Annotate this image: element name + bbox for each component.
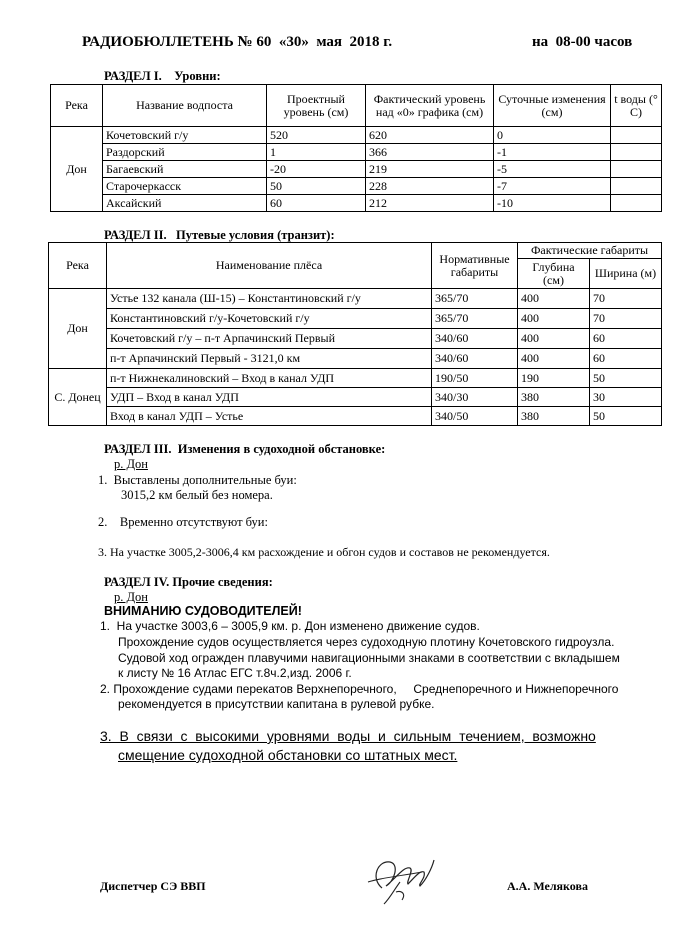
actual-cell: 620 xyxy=(366,127,494,144)
p1-line3: Судовой ход огражден плавучими навигационными знаками в соответствии с вкладышем xyxy=(118,651,620,665)
width-cell: 50 xyxy=(590,369,662,388)
actual-cell: 228 xyxy=(366,178,494,195)
section4-title: РАЗДЕЛ IV. Прочие сведения: xyxy=(104,575,273,589)
change-cell: -10 xyxy=(494,195,611,212)
river-cell: Дон xyxy=(49,289,107,369)
depth-cell: 380 xyxy=(518,388,590,407)
design-cell: 520 xyxy=(267,127,366,144)
temp-cell xyxy=(611,144,662,161)
stretch-cell: Устье 132 канала (Ш-15) – Константиновский г/у xyxy=(107,289,432,309)
station-cell: Кочетовский г/у xyxy=(103,127,267,144)
dispatcher-label: Диспетчер СЭ ВВП xyxy=(100,879,206,893)
stretch-cell: Кочетовский г/у – п-т Арпачинский Первый xyxy=(107,329,432,349)
width-cell: 70 xyxy=(590,289,662,309)
normative-cell: 365/70 xyxy=(432,309,518,329)
stretch-cell: п-т Арпачинский Первый - 3121,0 км xyxy=(107,349,432,369)
col-actual-level: Фактический уровень над «0» графика (см) xyxy=(366,85,494,127)
design-cell: -20 xyxy=(267,161,366,178)
bulletin-title: РАДИОБЮЛЛЕТЕНЬ № 60 «30» мая 2018 г. xyxy=(82,34,393,50)
station-cell: Аксайский xyxy=(103,195,267,212)
levels-header-row xyxy=(51,85,662,127)
p1-line4: к листу № 16 Атлас ЕГС т.8ч.2,изд. 2006 г. xyxy=(118,666,352,680)
table-row xyxy=(49,349,662,369)
table-row xyxy=(51,178,662,195)
normative-cell: 340/60 xyxy=(432,329,518,349)
station-cell: Раздорский xyxy=(103,144,267,161)
table-row xyxy=(51,127,662,144)
temp-cell xyxy=(611,195,662,212)
design-cell: 50 xyxy=(267,178,366,195)
river-cell: С. Донец xyxy=(49,369,107,426)
width-cell: 70 xyxy=(590,309,662,329)
p2-line2: рекомендуется в присутствии капитана в рулевой рубке. xyxy=(118,697,435,711)
col-river: Река xyxy=(49,243,107,289)
section3-item3: 3. На участке 3005,2-3006,4 км расхождение и обгон судов и составов не рекомендуется. xyxy=(98,545,550,559)
change-cell: -5 xyxy=(494,161,611,178)
river-cell: Дон xyxy=(51,127,103,212)
temp-cell xyxy=(611,178,662,195)
depth-cell: 400 xyxy=(518,289,590,309)
normative-cell: 340/60 xyxy=(432,349,518,369)
table-row xyxy=(49,369,662,388)
station-cell: Старочеркасск xyxy=(103,178,267,195)
stretch-cell: Константиновский г/у-Кочетовский г/у xyxy=(107,309,432,329)
normative-cell: 365/70 xyxy=(432,289,518,309)
normative-cell: 340/50 xyxy=(432,407,518,426)
col-water-temp: t воды (° C) xyxy=(611,85,662,127)
depth-cell: 380 xyxy=(518,407,590,426)
section1-title: РАЗДЕЛ I. Уровни: xyxy=(104,69,221,83)
table-row xyxy=(49,407,662,426)
attention-heading: ВНИМАНИЮ СУДОВОДИТЕЛЕЙ! xyxy=(104,604,302,618)
stretch-cell: Вход в канал УДП – Устье xyxy=(107,407,432,426)
stretch-cell: УДП – Вход в канал УДП xyxy=(107,388,432,407)
width-cell: 60 xyxy=(590,329,662,349)
normative-cell: 190/50 xyxy=(432,369,518,388)
table-row xyxy=(49,309,662,329)
p3-line2: смещение судоходной обстановки со штатных мест. xyxy=(118,747,458,763)
section3-title: РАЗДЕЛ III. Изменения в судоходной обстановке: xyxy=(104,442,386,456)
depth-cell: 400 xyxy=(518,329,590,349)
col-daily-change: Суточные изменения (см) xyxy=(494,85,611,127)
table-row xyxy=(49,388,662,407)
col-width: Ширина (м) xyxy=(590,259,662,289)
change-cell: -1 xyxy=(494,144,611,161)
p1-line2: Прохождение судов осуществляется через судоходную плотину Кочетовского гидроузла. xyxy=(118,635,615,649)
temp-cell xyxy=(611,161,662,178)
levels-table xyxy=(50,84,662,212)
stretch-cell: п-т Нижнекалиновский – Вход в канал УДП xyxy=(107,369,432,388)
col-river: Река xyxy=(51,85,103,127)
station-cell: Багаевский xyxy=(103,161,267,178)
section3-item1: 1. Выставлены дополнительные буи: xyxy=(98,473,297,487)
col-station: Название водпоста xyxy=(103,85,267,127)
depth-cell: 400 xyxy=(518,309,590,329)
table-row xyxy=(51,144,662,161)
section2-title: РАЗДЕЛ II. Путевые условия (транзит): xyxy=(104,228,335,242)
design-cell: 60 xyxy=(267,195,366,212)
route-table xyxy=(48,242,662,426)
p1-line1: 1. На участке 3003,6 – 3005,9 км. р. Дон изменено движение судов. xyxy=(100,619,480,633)
col-depth: Глубина (см) xyxy=(518,259,590,289)
dispatcher-name: А.А. Мелякова xyxy=(507,879,588,893)
signature-image xyxy=(360,848,440,906)
table-row xyxy=(51,161,662,178)
section3-item1-detail: 3015,2 км белый без номера. xyxy=(121,488,273,502)
col-stretch: Наименование плёса xyxy=(107,243,432,289)
width-cell: 60 xyxy=(590,349,662,369)
table-row xyxy=(49,289,662,309)
actual-cell: 219 xyxy=(366,161,494,178)
actual-cell: 366 xyxy=(366,144,494,161)
width-cell: 30 xyxy=(590,388,662,407)
p2-line1: 2. Прохождение судами перекатов Верхнепоречного, Среднепоречного и Нижнепоречного xyxy=(100,682,619,696)
section3-item2: 2. Временно отсутствуют буи: xyxy=(98,515,268,529)
change-cell: 0 xyxy=(494,127,611,144)
width-cell: 50 xyxy=(590,407,662,426)
table-row xyxy=(49,329,662,349)
depth-cell: 190 xyxy=(518,369,590,388)
route-header-row xyxy=(49,243,662,259)
p3-line1: 3. В связи с высокими уровнями воды и сильным течением, возможно xyxy=(100,728,596,744)
temp-cell xyxy=(611,127,662,144)
change-cell: -7 xyxy=(494,178,611,195)
col-normative: Нормативные габариты xyxy=(432,243,518,289)
bulletin-time: на 08-00 часов xyxy=(532,34,633,50)
depth-cell: 400 xyxy=(518,349,590,369)
actual-cell: 212 xyxy=(366,195,494,212)
section4-river: р. Дон xyxy=(114,590,148,604)
col-actual: Фактические габариты xyxy=(518,243,662,259)
section3-river: р. Дон xyxy=(114,457,148,471)
normative-cell: 340/30 xyxy=(432,388,518,407)
table-row xyxy=(51,195,662,212)
col-design-level: Проектный уровень (см) xyxy=(267,85,366,127)
design-cell: 1 xyxy=(267,144,366,161)
